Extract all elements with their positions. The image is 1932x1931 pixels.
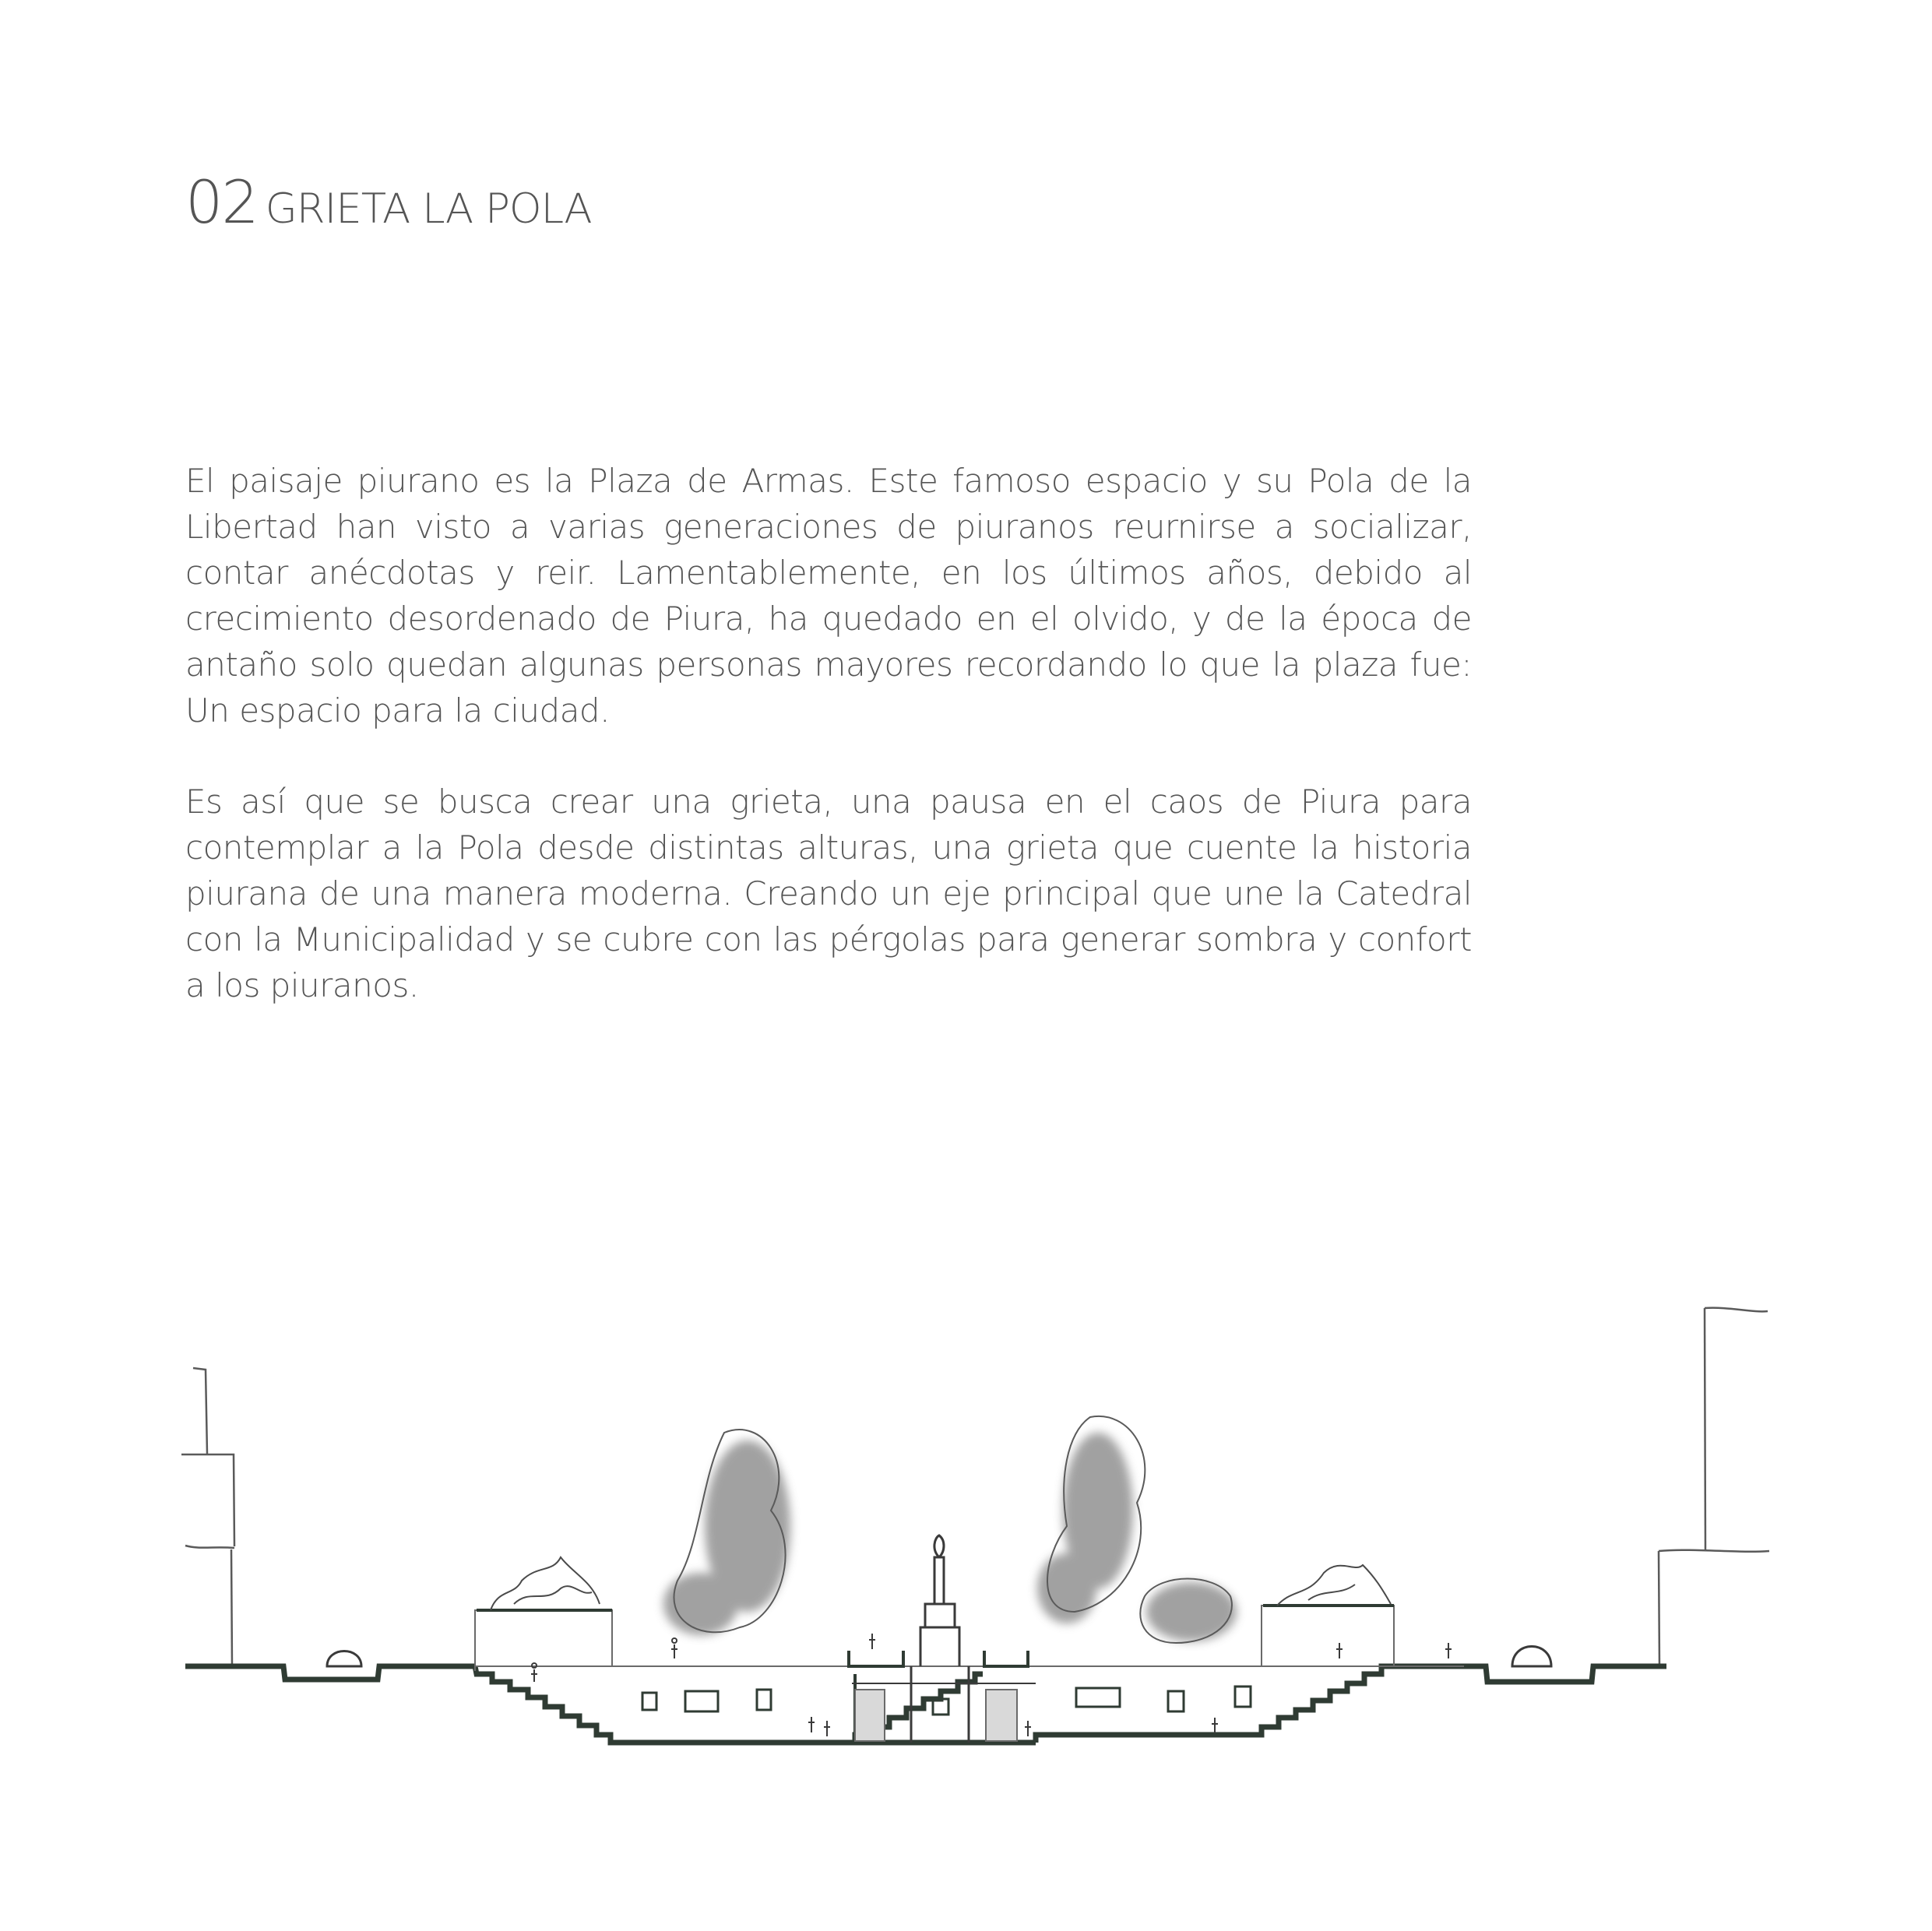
paragraph-proposal: Es así que se busca crear una grieta, una pausa en el caos de Piura para contemplar a la Pola desde distintas alturas, una grieta que cuente la historia piurana de una manera moderna. Creando un eje principal que une la Catedral con la Municipalidad y se cubre con las pérgolas para generar sombra y confort a los piuranos. [185,783,1472,1004]
car-silhouettes [327,1647,1551,1667]
section-number: 02 [185,167,258,237]
plaza-level-line [475,1606,1464,1671]
page-title [185,167,592,237]
tree-canopies [663,1433,1237,1641]
architectural-section-sketch [0,1277,1932,1760]
planter-tops [477,1606,1394,1666]
paragraph-intro: El paisaje piurano es la Plaza de Armas. Este famoso espacio y su Pola de la Libertad han visto a varias generaciones de piuranos reurnirse a socializar, contar anécdotas y reir. Lamentablemente, en los últimos años, debido al crecimiento desordenado de Piura, ha quedado en el olvido, y de la época de antaño solo quedan algunas personas mayores recordando lo que la plaza fue: Un espacio para la ciudad. [185,462,1472,730]
right-building-outline [1659,1308,1769,1666]
planter-foliage [491,1557,1391,1610]
body-text [185,458,1472,1053]
left-building-outline [181,1368,234,1666]
section-title: GRIETA LA POLA [265,185,592,233]
ground-section-line [185,1666,1666,1743]
